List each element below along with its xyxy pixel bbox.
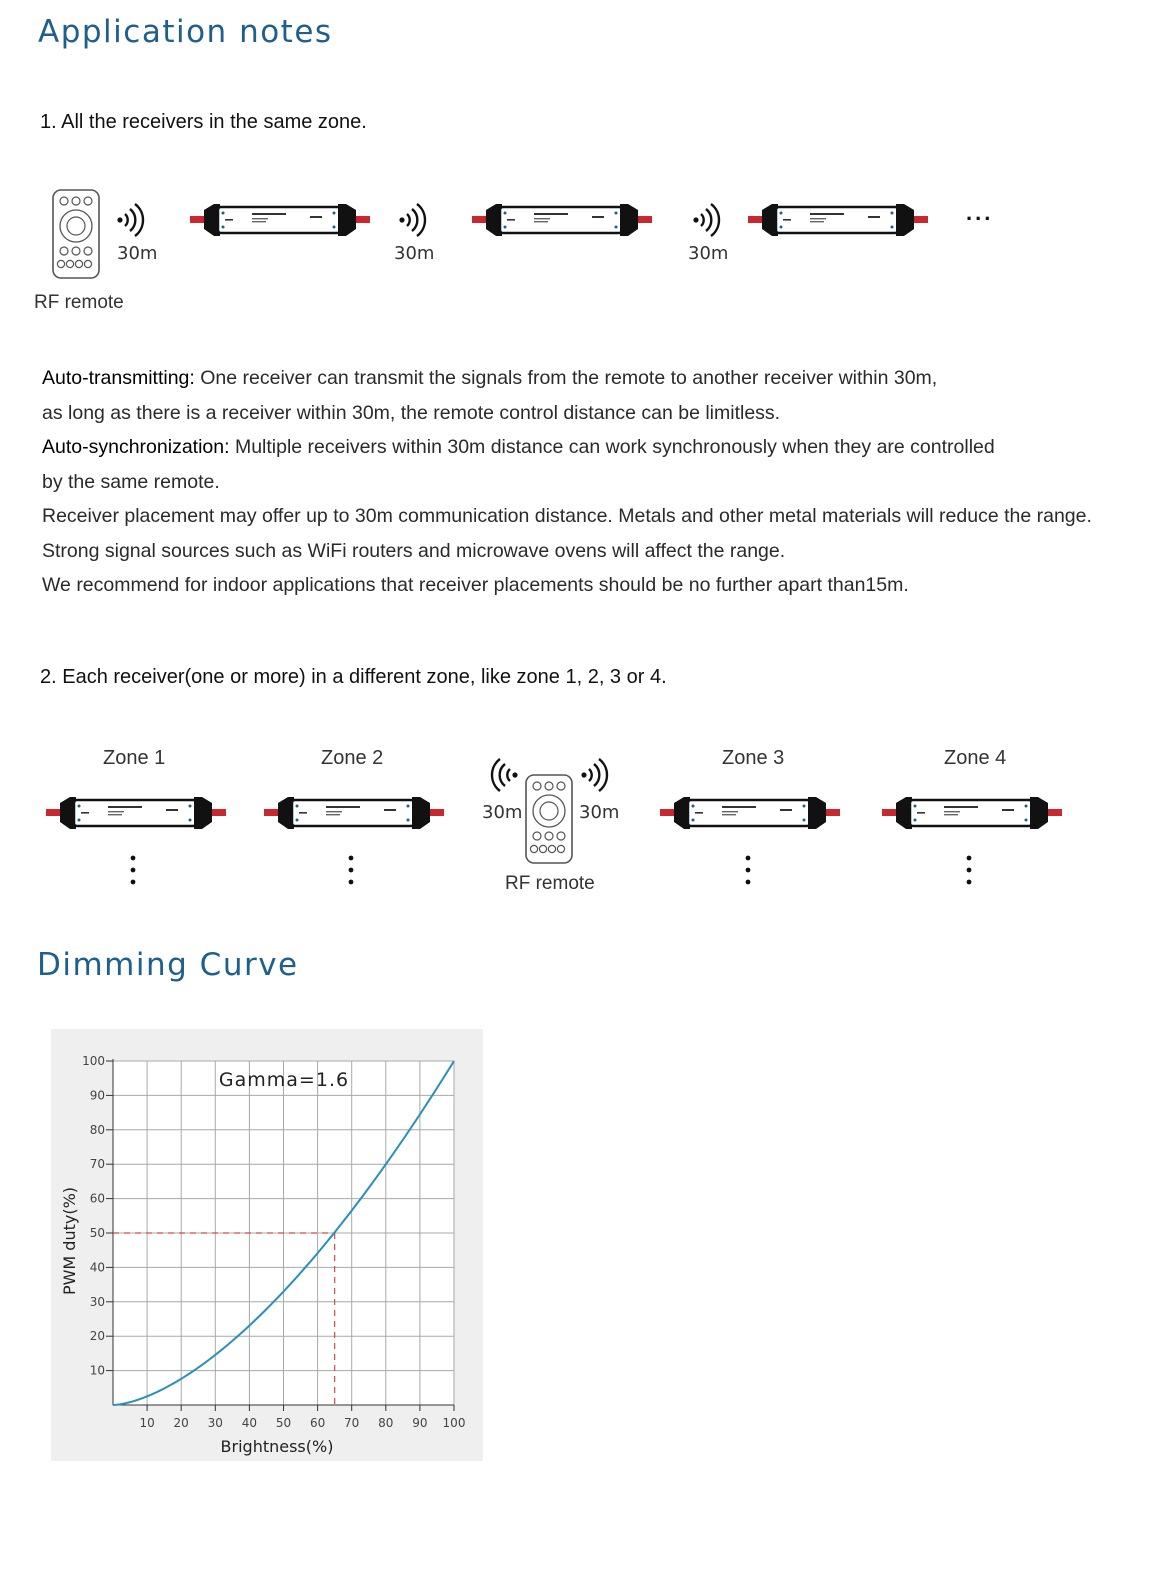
y-tick-label: 40 (89, 1260, 105, 1275)
receiver-device (748, 204, 928, 236)
rf-remote-device (526, 775, 572, 863)
application-paragraph (42, 361, 1092, 603)
same-zone-diagram (0, 175, 1153, 325)
signal-waves-right-icon (581, 759, 607, 791)
x-tick-label: 10 (139, 1416, 155, 1430)
recommendation-line: We recommend for indoor applications that receiver placements should be no further apart than15m. (42, 574, 909, 596)
auto-transmitting-label: Auto-transmitting: (42, 367, 195, 389)
signal-waves-icon (693, 204, 719, 236)
y-tick-label: 70 (89, 1157, 105, 1172)
x-tick-label: 70 (344, 1416, 360, 1430)
y-tick-label: 20 (89, 1329, 105, 1344)
receiver-device (190, 204, 370, 236)
y-tick-label: 100 (82, 1054, 105, 1068)
placement-line: Receiver placement may offer up to 30m communication distance. Metals and other metal materials will reduce the range. (42, 505, 1092, 527)
x-axis-label: Brightness(%) (220, 1437, 334, 1456)
rf-remote-label: RF remote (34, 292, 124, 313)
x-tick-label: 100 (442, 1416, 466, 1430)
receiver-zone-4 (882, 797, 1062, 829)
y-tick-label: 80 (89, 1122, 105, 1137)
receiver-zone-3 (660, 797, 840, 829)
dimming-chart (51, 1029, 483, 1461)
y-tick-label: 60 (89, 1191, 105, 1206)
chart-title: Gamma=1.6 (218, 1069, 350, 1091)
receiver-zone-1 (46, 797, 226, 829)
x-tick-label: 30 (207, 1416, 223, 1430)
distance-label-left: 30m (482, 802, 523, 823)
y-tick-label: 50 (89, 1226, 105, 1240)
y-tick-label: 30 (89, 1294, 105, 1309)
zone-3-label: Zone 3 (722, 747, 785, 769)
auto-sync-line2: by the same remote. (42, 470, 220, 493)
auto-transmitting-line2: as long as there is a receiver within 30m, the remote control distance can be limitless. (42, 401, 781, 424)
x-tick-label: 40 (241, 1416, 258, 1430)
auto-sync-text: Multiple receivers within 30m distance can work synchronously when they are controlled (229, 436, 995, 458)
receiver-zone-2 (264, 797, 444, 829)
y-tick-label: 10 (89, 1363, 105, 1378)
x-tick-label: 20 (173, 1416, 189, 1430)
signal-waves-left-icon (492, 759, 518, 791)
x-tick-label: 80 (378, 1416, 394, 1430)
zone-1-label: Zone 1 (103, 747, 166, 769)
auto-transmitting-text: One receiver can transmit the signals from the remote to another receiver within 30m, (194, 367, 938, 389)
auto-sync-label: Auto-synchronization: (42, 436, 230, 458)
rf-remote-device (53, 190, 99, 278)
y-tick-label: 90 (89, 1088, 105, 1103)
ellipsis: ... (966, 200, 994, 225)
receiver-device (472, 204, 652, 236)
page-title: Application notes (38, 14, 333, 50)
x-tick-label: 50 (275, 1416, 292, 1430)
distance-label: 30m (688, 243, 729, 264)
distance-label: 30m (117, 243, 158, 264)
distance-label-right: 30m (579, 802, 620, 823)
zone-4-label: Zone 4 (944, 747, 1007, 769)
item-1-heading: 1. All the receivers in the same zone. (40, 111, 367, 133)
interference-line: Strong signal sources such as WiFi routers and microwave ovens will affect the range. (42, 539, 786, 562)
x-tick-label: 90 (412, 1416, 428, 1430)
rf-remote-label: RF remote (505, 873, 595, 894)
item-2-heading: 2. Each receiver(one or more) in a different zone, like zone 1, 2, 3 or 4. (40, 666, 667, 688)
y-axis-label: PWM duty(%) (60, 1186, 79, 1296)
zone-2-label: Zone 2 (321, 747, 384, 769)
signal-waves-icon (399, 204, 425, 236)
chart-panel (51, 1029, 483, 1461)
dimming-curve-title: Dimming Curve (37, 947, 299, 983)
x-tick-label: 60 (309, 1416, 326, 1430)
signal-waves-icon (117, 204, 143, 236)
distance-label: 30m (394, 243, 435, 264)
